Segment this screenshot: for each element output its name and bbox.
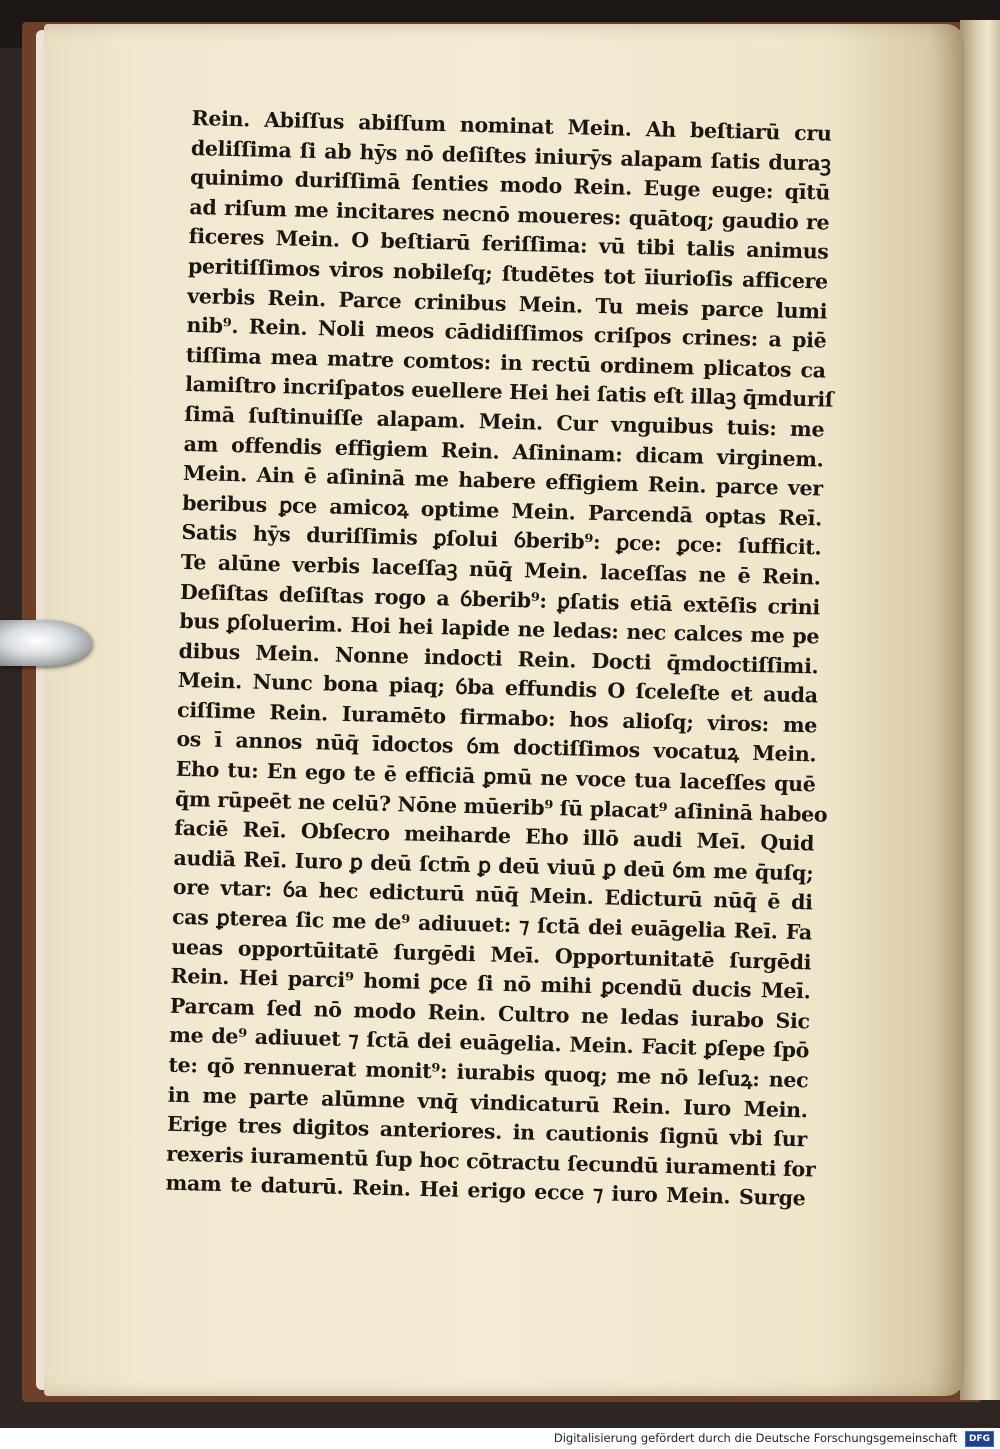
text-line: me de⁹ adiuuet ⁊ ſctā dei euāgelia. Mein. Facit ꝑſepe ſpō [168,1023,810,1063]
text-line: ſimā ſuſtinuiſſe alapam. Mein. Cur vnguibus tuis: me [184,401,825,442]
text-line: Rein. Abiſſus abiſſum nominat Mein. Ah beſtiarū cru [191,105,832,146]
text-line: mam te daturū. Rein. Hei erigo ecce ⁊ iuro Mein. Surge [165,1171,806,1211]
text-line: beribus ꝑce amicoꝝ optime Mein. Parcendā optas Reī. [181,490,823,531]
text-line: ueas opportūitatē ſurgēdi Meī. Opportunitatē ſurgēdi [171,934,812,975]
text-line: audiā Reī. Iuro ꝑ deū ſctm̄ ꝑ deū viuū ꝑ deū ỽm me q̄uſq; [173,845,814,886]
text-line: Parcam ſed nō modo Rein. Cultro ne ledas iurabo Sic [169,993,811,1034]
text-line: tiſſima mea matre comtos: in rectū ordinem plicatos ca [185,342,826,383]
text-line: Mein. Nunc bona piaq; ỽba effundis O ſceleſte et auda [177,668,819,708]
text-line: cas ꝑterea ſic me de⁹ adiuuet: ⁊ ſctā dei euāgelia Reī. Fa [171,904,813,945]
text-line: Te alūne verbis laceſſaꝫ nūq̄ Mein. laceſſas ne ē Rein. [180,549,821,590]
text-line: dibus Mein. Nonne indocti Rein. Docti q̄mdoctiſſimi. [178,638,819,679]
text-line: ad riſum me incitares necnō moueres: quātoq; gaudio re [189,194,830,235]
text-line: bus ꝑſoluerim. Hoi hei lapide ne ledas: nec calces me pe [179,608,820,649]
digitization-footer [0,1428,1000,1449]
page-text [165,104,832,1214]
text-line: Deſiſtas deſiſtas rogo a ỽberib⁹: ꝑſatis etiā extēſis crini [179,579,821,619]
text-line: deliſſima ſi ab hȳs nō deſiſtes iniurȳs alapam ſatis duraꝫ [190,135,832,176]
text-line: Erige tres digitos anteriores. in cautionis ſignū vbi ſur [166,1111,808,1152]
text-line: am offendis effigiem Rein. Aſininam: dicam virginem. [183,431,824,472]
text-line: Eho tu: En ego te ē efficiā ꝑmū ne voce tua laceſſes quē [175,756,816,797]
text-line: ciſſime Rein. Iuramēto firmabo: hos alioſq; viros: me [176,697,818,738]
text-line: os ī annos nūq̄ īdoctos ỽm doctiſſimos vocatuꝝ Mein. [176,727,817,767]
text-line: in me parte alūmne vnq̄ vindicaturū Rein. Iuro Mein. [167,1082,808,1122]
text-line: te: qō rennuerat monit⁹: iurabis quoq; me nō leſuꝝ: nec [168,1052,809,1093]
text-line: q̄m rūpeēt ne celū? Nōne mūerib⁹ ſū placat⁹ aſininā habeo [174,786,828,827]
text-line: Rein. Hei parci⁹ homi ꝑce ſi nō mihi ꝑcendū ducis Meī. [170,963,811,1004]
text-line: Mein. Ain ē aſininā me habere effigiem Rein. parce ver [182,461,824,501]
text-line: quinimo duriſſimā ſenties modo Rein. Euge euge: qītū [189,165,831,205]
text-line: faciē Reī. Obſecro meiharde Eho illō audi Meī. Quid [174,816,815,856]
text-line: Satis hȳs duriſſimis ꝑſolui ỽberib⁹: ꝑce: ꝑce: ſufficit. [181,520,822,560]
text-line: lamiſtro incriſpatos euellere Hei hei ſatis eſt illaꝫ q̄mduriſ [184,372,834,413]
text-line: ficeres Mein. O beſtiarū feriſſima: vū tibi talis animus [188,224,829,264]
page-clip [0,620,92,666]
text-line: nib⁹. Rein. Noli meos cādidiſſimos criſpos crines: a piē [186,313,827,353]
text-line: verbis Rein. Parce crinibus Mein. Tu meis parce lumi [187,283,828,324]
text-line: ore vtar: ỽa hec edicturū nūq̄ Mein. Edicturū nūq̄ ē di [172,875,813,915]
text-line: peritiſſimos viros nobileſq; ſtudētes tot īiurioſis afficere [187,253,829,294]
footer-credit-text: Digitalisierung gefördert durch die Deutsche Forschungsgemeinschaft [553,1431,958,1445]
page-stack-edge [960,20,1000,1400]
dfg-logo: DFG [965,1431,994,1447]
text-line: rexeris iuramentū ſup hoc cōtractu ſecundū iuramenti for [166,1141,816,1182]
